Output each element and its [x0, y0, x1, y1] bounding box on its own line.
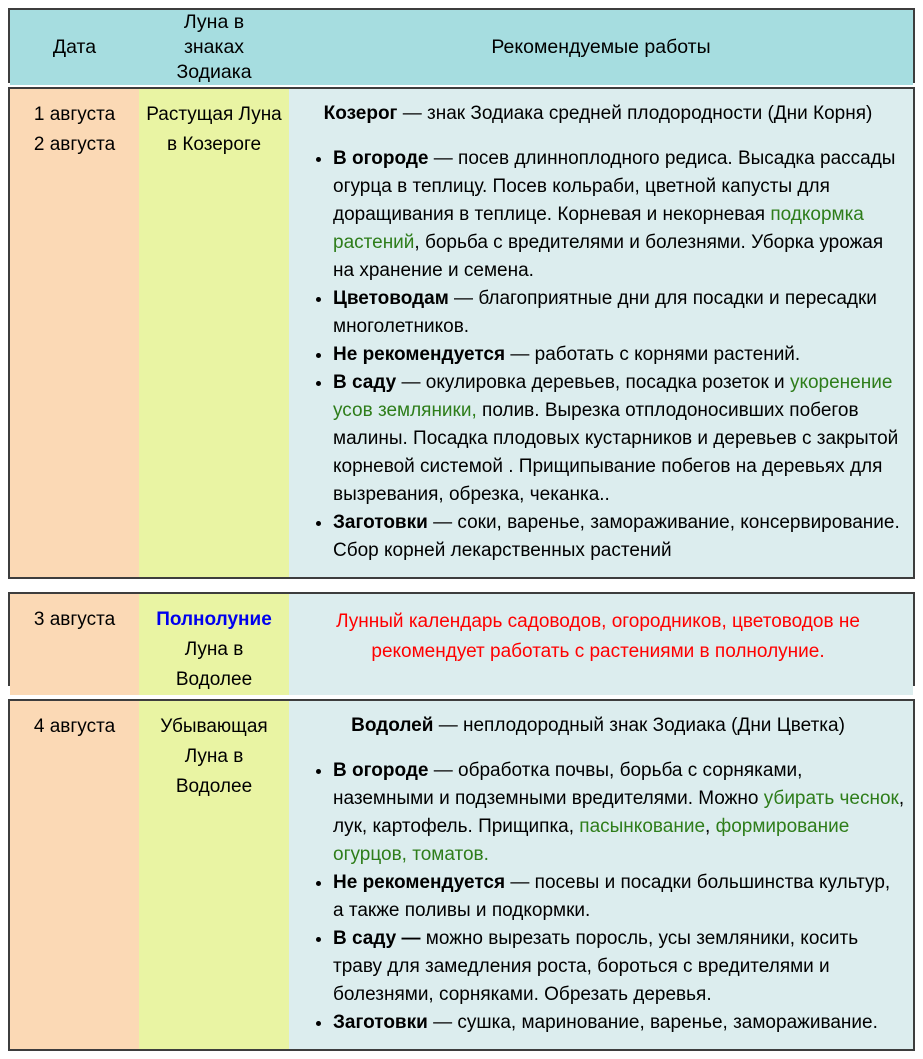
- works-cell: [289, 701, 913, 1049]
- moon-cell: [139, 594, 289, 695]
- recommendation-item: • В огороде — обработка почвы, борьба с сорняками, наземными и подземными вредителями. Можно убирать чеснок, лук, картофель. Прищипка, пасынкование, формирование огурцов, томатов.: [333, 757, 905, 869]
- moon-line: Водолее: [175, 776, 253, 797]
- works-cell: [289, 594, 913, 695]
- header-date-label: Дата: [52, 36, 97, 58]
- date-line: 3 августа: [33, 609, 116, 630]
- moon-line: Убывающая: [160, 716, 268, 737]
- header-moon-line: Зодиака: [176, 61, 252, 83]
- recommendation-item: • Заготовки — соки, варенье, замораживание, консервирование. Сбор корней лекарственных растений: [333, 509, 905, 565]
- moon-line: Луна в: [184, 639, 244, 660]
- recommendation-item: • Заготовки — сушка, маринование, варенье, замораживание.: [333, 1009, 905, 1037]
- calendar-row-august-3: [8, 592, 915, 690]
- recommendation-item: • В саду — окулировка деревьев, посадка розеток и укоренение усов земляники, полив. Вырезка отплодоносивших побегов малины. Посадка плодовых кустарников и деревьев с закрытой корневой системой . Прищипывание побегов на деревьях для вызревания, обрезка, чеканка..: [333, 369, 905, 509]
- calendar-row-august-4: [8, 699, 915, 1051]
- full-moon-warning-text: Лунный календарь садоводов, огородников, цветоводов не рекомендует работать с растениями в полнолуние.: [336, 611, 860, 662]
- calendar-row-august-1-2: [8, 87, 915, 579]
- moon-line: Луна в: [184, 746, 244, 767]
- date-line: 4 августа: [33, 716, 116, 737]
- recommendation-item: • Не рекомендуется — работать с корнями растений.: [333, 341, 905, 369]
- moon-cell: [139, 89, 289, 577]
- recommendations-list: [289, 757, 907, 1037]
- recommendation-item: • В огороде — посев длинноплодного редиса. Высадка рассады огурца в теплицу. Посев кольраби, цветной капусты для доращивания в теплице. Корневая и некорневая подкормка растений, борьба с вредителями и болезнями. Уборка урожая на хранение и семена.: [333, 145, 905, 285]
- works-cell: [289, 89, 913, 577]
- header-cell-moon: [139, 10, 289, 85]
- works-title: Водолей — неплодородный знак Зодиака (Дни Цветка): [351, 715, 845, 736]
- full-moon-label: Полнолуние: [156, 609, 272, 630]
- recommendation-item: • Цветоводам — благоприятные дни для посадки и пересадки многолетников.: [333, 285, 905, 341]
- works-title: Козерог — знак Зодиака средней плодородности (Дни Корня): [323, 103, 873, 124]
- calendar-header-row: [8, 8, 915, 83]
- date-cell: [10, 701, 139, 1049]
- moon-line: Водолее: [175, 669, 253, 690]
- header-cell-date: [10, 10, 139, 85]
- moon-line: в Козероге: [166, 134, 262, 155]
- header-moon-line: знаках: [183, 36, 245, 58]
- recommendation-item: • Не рекомендуется — посевы и посадки большинства культур, а также поливы и подкормки.: [333, 869, 905, 925]
- date-line: 2 августа: [33, 134, 116, 155]
- date-line: 1 августа: [33, 104, 116, 125]
- moon-line: Растущая Луна: [146, 104, 282, 125]
- recommendation-item: • В саду — можно вырезать поросль, усы земляники, косить траву для замедления роста, бороться с вредителями и болезнями, сорняками. Обрезать деревья.: [333, 925, 905, 1009]
- header-cell-works: [289, 10, 913, 85]
- date-cell: [10, 594, 139, 695]
- moon-cell: [139, 701, 289, 1049]
- date-cell: [10, 89, 139, 577]
- header-works-label: Рекомендуемые работы: [491, 36, 711, 58]
- recommendations-list: [289, 145, 907, 565]
- header-moon-line: Луна в: [183, 11, 245, 33]
